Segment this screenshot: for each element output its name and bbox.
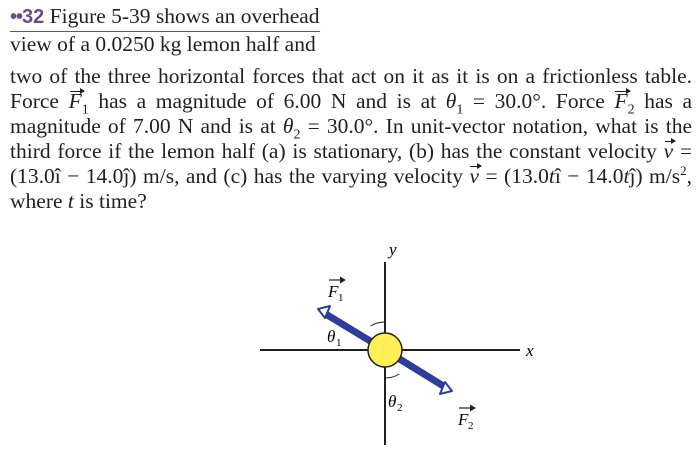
svg-text:F: F: [328, 282, 339, 301]
problem-body: two of the three horizontal forces that act on it as it is on a frictionless table. Force $F_1$ has a magnitude of 6.00 N and is at $\theta_1 = 30.0^\circ$. Force $F_2$ has a magnitude of 7.00 N and is at $\theta_2 = 30.0^\circ$. In unit-vector notation, what is the third force if the lemon half (a) is stationary, (b) has the constant velocity v = (13.0î − 14.0ĵ) m/s, and (c) has the varying velocity v = (13.0tî − 14.0tĵ) $m/s^2$, where t is time?: [10, 64, 693, 213]
force-2-label: [457, 405, 476, 433]
angle-2-label: [388, 392, 403, 414]
lemon-half: [368, 333, 402, 367]
svg-text:θ: θ: [388, 392, 397, 411]
header-line-1: Figure 5-39 shows an overhead: [49, 4, 320, 28]
header-line-2: view of a 0.0250 kg lemon half and: [10, 32, 316, 56]
svg-text:F: F: [458, 410, 469, 429]
force-1-vector-tip: [340, 277, 346, 284]
y-axis-label: y: [389, 240, 397, 259]
svg-text:θ: θ: [327, 327, 336, 346]
svg-text:1: 1: [336, 337, 342, 349]
force-2-vector-tip: [470, 405, 476, 412]
svg-text:2: 2: [397, 402, 403, 414]
force-1-label: [327, 277, 346, 305]
angle-1-label: [327, 327, 342, 349]
angle-2-arc: [385, 374, 400, 378]
problem-number: ••32: [10, 6, 45, 28]
svg-text:1: 1: [338, 292, 344, 304]
angle-1-arc: [371, 322, 386, 326]
svg-text:2: 2: [468, 420, 474, 432]
x-axis-label: x: [526, 341, 534, 360]
